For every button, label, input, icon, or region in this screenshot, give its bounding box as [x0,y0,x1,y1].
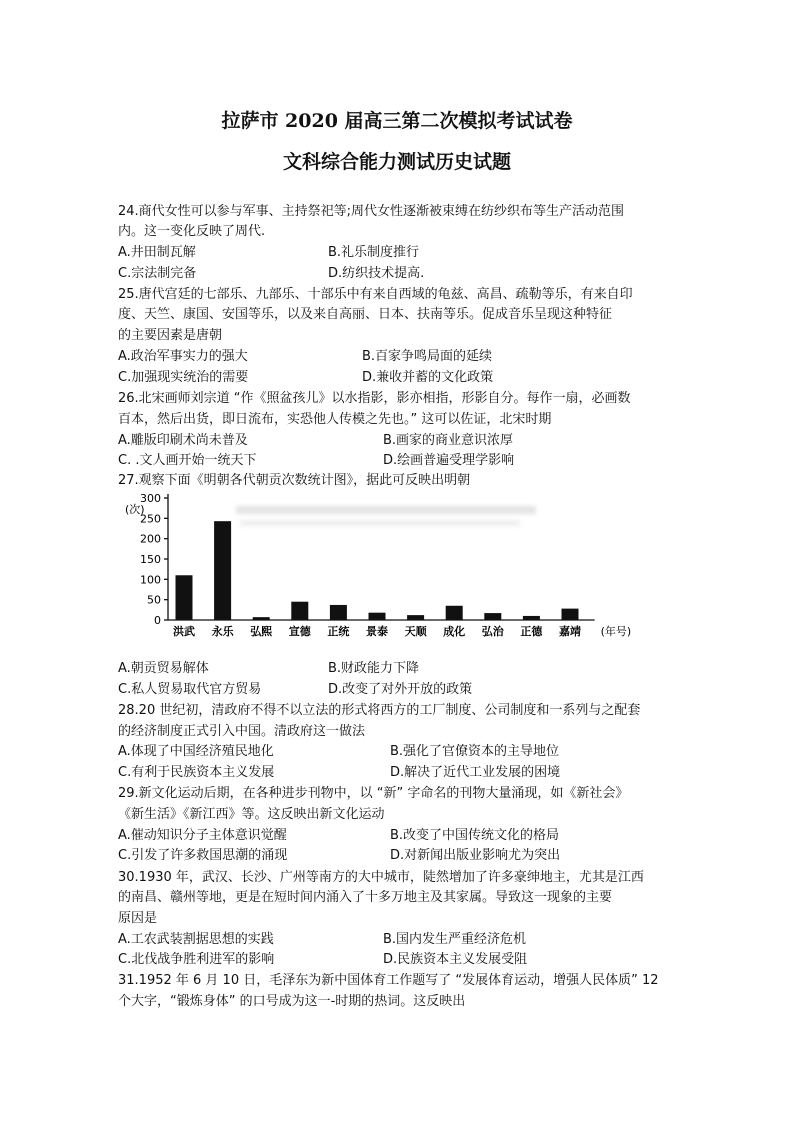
x-axis-title: (年号) [600,625,632,638]
q25-stem-line-2: 度、天竺、康国、安国等乐，以及来自高丽、日本、扶南等乐。促成音乐呈现这种特征 [118,307,613,322]
q29-option-c: C.引发了许多救国思潮的涌现 [118,848,288,863]
bar-正统 [330,605,347,620]
bar-洪武 [176,575,193,620]
bar-弘治 [484,613,501,620]
q25-option-c: C.加强现实统治的需要 [118,370,249,385]
q28-stem-line-2: 的经济制度正式引入中国。清政府这一做法 [118,724,366,739]
q25-option-d: D.兼收并蓄的文化政策 [362,370,494,385]
q25-option-a: A.政治军事实力的强大 [118,349,248,364]
x-tick-label: 正德 [520,625,543,638]
q24-option-d: D.纺织技术提高. [328,266,425,281]
paper-subtitle: 文科综合能力测试历史试题 [282,151,511,173]
q28-option-a: A.体现了中国经济殖民地化 [118,744,274,759]
q24-option-b: B.礼乐制度推行 [328,245,420,260]
q30-stem-line-1: 30.1930 年，武汉、长沙、广州等南方的大中城市，陡然增加了许多豪绅地主，尤其是江西 [118,870,644,885]
q31-stem-line-1: 31.1952 年 6 月 10 日，毛泽东为新中国体育工作题写了 “发展体育运动，增强人民体质” 12 [118,973,659,988]
q25-stem-line-1: 25.唐代宫廷的七部乐、九部乐、十部乐中有来自西域的龟兹、高昌、疏勒等乐，有来自印 [118,287,633,302]
q28-option-d: D.解决了近代工业发展的困境 [390,765,561,780]
y-tick-label: 200 [140,532,161,546]
q24-option-c: C.宗法制完备 [118,266,197,281]
q27-option-c: C.私人贸易取代官方贸易 [118,682,262,697]
q27-option-b: B.财政能力下降 [328,661,420,676]
q27-option-a: A.朝贡贸易解体 [118,661,209,676]
q28-option-b: B.强化了官僚资本的主导地位 [390,744,560,759]
bar-成化 [446,606,463,620]
x-tick-label: 洪武 [173,625,195,638]
q27-stem-line-1: 27.观察下面《明朝各代朝贡次数统计图》，据此可反映出明朝 [118,473,471,488]
q31-stem-line-2: 个大字，“锻炼身体” 的口号成为这一-时期的热词。这反映出 [118,994,466,1009]
q26-stem-line-1: 26.北宋画师刘宗道 “作《照盆孩儿》以水指影，影亦相指，形影自分。每作一扇，必画数 [118,391,631,406]
q29-stem-line-1: 29.新文化运动后期，在各种进步刊物中，以 “新” 字命名的刊物大量涌现，如《新社会》 [118,786,629,801]
q24-stem-line-2: 内。这一变化反映了周代. [118,224,266,239]
q29-option-b: B.改变了中国传统文化的格局 [390,828,560,843]
bar-天顺 [407,615,424,620]
y-tick-label: 100 [140,573,161,587]
bar-嘉靖 [562,609,579,620]
y-tick-label: 50 [147,593,161,607]
x-tick-label: 弘治 [481,625,504,638]
q30-option-c: C.北伐战争胜利进军的影响 [118,952,275,967]
q25-option-b: B.百家争鸣局面的延续 [362,349,493,364]
y-axis-title: (次) [125,503,145,516]
x-tick-label: 永乐 [211,625,234,638]
q26-option-c: C. .文人画开始一统天下 [118,453,257,468]
q29-stem-line-2: 《新生活》《新江西》等。这反映出新文化运动 [118,807,385,822]
x-tick-label: 弘熙 [250,625,273,638]
q29-option-a: A.催动知识分子主体意识觉醒 [118,828,287,843]
bar-景泰 [369,613,386,620]
paper-title: 拉萨市 2020 届高三第二次模拟考试试卷 [221,110,573,132]
q24-option-a: A.井田制瓦解 [118,245,196,260]
x-tick-label: 景泰 [366,625,388,638]
q26-option-a: A.雕版印刷术尚未普及 [118,433,248,448]
bar-弘熙 [253,617,270,620]
x-tick-label: 正统 [327,625,350,638]
y-tick-label: 300 [140,492,161,505]
x-tick-label: 天顺 [404,625,427,638]
q26-option-b: B.画家的商业意识浓厚 [383,433,514,448]
bar-永乐 [214,521,231,620]
bar-宣德 [291,602,308,620]
q30-option-b: B.国内发生严重经济危机 [383,932,527,947]
q28-option-c: C.有利于民族资本主义发展 [118,765,275,780]
q30-option-a: A.工农武装割据思想的实践 [118,932,274,947]
y-tick-label: 150 [140,553,161,566]
q30-stem-line-3: 原因是 [118,911,158,926]
y-tick-label: 0 [154,614,161,627]
q25-stem-line-3: 的主要因素是唐朝 [118,328,223,343]
q24-stem-line-1: 24.商代女性可以参与军事、主持祭祀等;周代女性逐渐被束缚在纺纱织布等生产活动范围 [118,204,625,219]
x-tick-label: 成化 [443,625,466,638]
bar-正德 [523,616,540,620]
q30-option-d: D.民族资本主义发展受阻 [383,952,528,967]
q30-stem-line-2: 的南昌、赣州等地，更是在短时间内涌入了十多万地主及其家属。导致这一现象的主要 [118,890,613,905]
q26-option-d: D.绘画普遍受理学影响 [383,453,515,468]
tribute-chart [113,488,632,648]
q26-stem-line-2: 百本，然后出货，即日流布，实恐他人传模之先也。” 这可以佐证，北宋时期 [118,412,552,427]
y-tick-label: 250 [140,512,161,526]
q29-option-d: D.对新闻出版业影响尤为突出 [390,848,561,863]
x-tick-label: 嘉靖 [559,625,581,638]
q27-option-d: D.改变了对外开放的政策 [328,682,473,697]
q28-stem-line-1: 28.20 世纪初，清政府不得不以立法的形式将西方的工厂制度、公司制度和一系列与之配套 [118,703,641,718]
x-tick-label: 宣德 [288,625,311,638]
